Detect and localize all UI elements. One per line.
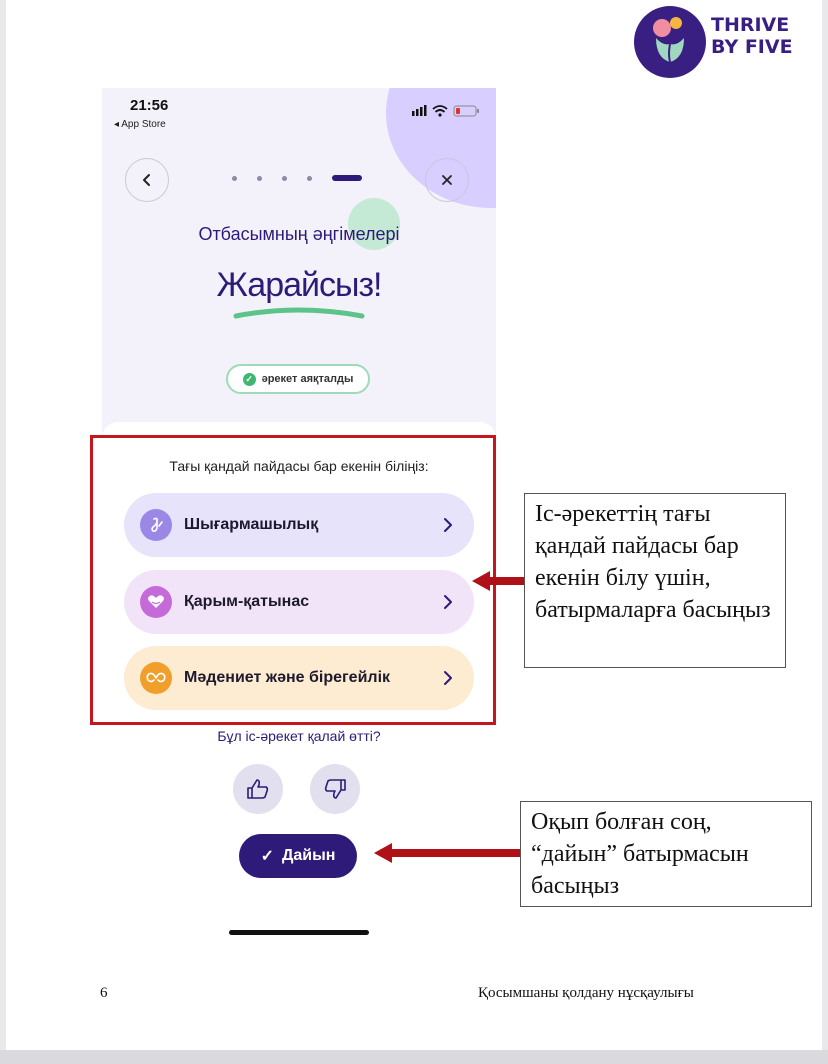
arrow-left-icon [372, 838, 524, 868]
wifi-icon [433, 106, 447, 112]
progress-dot [257, 176, 262, 181]
logo-wordmark: THRIVE BY FIVE [711, 14, 793, 58]
check-icon: ✓ [260, 848, 274, 865]
done-callout: Оқып болған соң, “дайын” батырмасын басыңыз [520, 801, 812, 907]
done-button[interactable] [239, 834, 357, 878]
benefit-label: Шығармашылық [184, 516, 319, 533]
close-icon [440, 173, 454, 187]
progress-dot [232, 176, 237, 181]
progress-dot [282, 176, 287, 181]
headline-underline [232, 302, 366, 322]
progress-dot [307, 176, 312, 181]
activity-subtitle: Отбасымның әңгімелері [198, 224, 400, 244]
battery-icon [454, 106, 479, 116]
benefit-label: Қарым-қатынас [184, 593, 310, 610]
thumbs-up-icon [245, 777, 271, 801]
thumbs-down-button[interactable] [310, 764, 360, 814]
progress-indicator [230, 174, 370, 184]
benefit-label: Мәдениет және бірегейлік [184, 669, 391, 686]
home-indicator [229, 930, 369, 935]
back-to-app-store[interactable]: ◂ App Store [114, 119, 166, 130]
status-time: 21:56 [130, 97, 169, 114]
completion-headline: Жарайсыз! [216, 266, 382, 304]
feedback-question: Бұл іс-әрекет қалай өтті? [217, 728, 381, 744]
page-edge [0, 1050, 828, 1064]
back-button[interactable] [125, 158, 169, 202]
benefits-callout: Іс-әрекеттің тағы қандай пайдасы бар екенін білу үшін, батырмаларға басыңыз [524, 493, 786, 668]
check-icon: ✓ [243, 373, 256, 386]
thumbs-down-icon [322, 777, 348, 801]
done-button-label: Дайын [281, 847, 336, 864]
close-button[interactable] [425, 158, 469, 202]
learn-more-title: Тағы қандай пайдасы бар екенін біліңіз: [169, 458, 429, 474]
completed-badge: ✓ әрекет аяқталды [226, 364, 370, 394]
arrow-left-icon [470, 566, 526, 596]
thumbs-up-button[interactable] [233, 764, 283, 814]
highlight-frame [90, 435, 496, 725]
page-number: 6 [100, 985, 108, 1001]
signal-icon [412, 105, 427, 116]
progress-current [332, 175, 362, 181]
footer-title: Қосымшаны қолдану нұсқаулығы [478, 985, 694, 1001]
chevron-left-icon [140, 173, 154, 187]
thrive-by-five-logo-icon [634, 6, 706, 78]
status-icons [412, 104, 482, 123]
